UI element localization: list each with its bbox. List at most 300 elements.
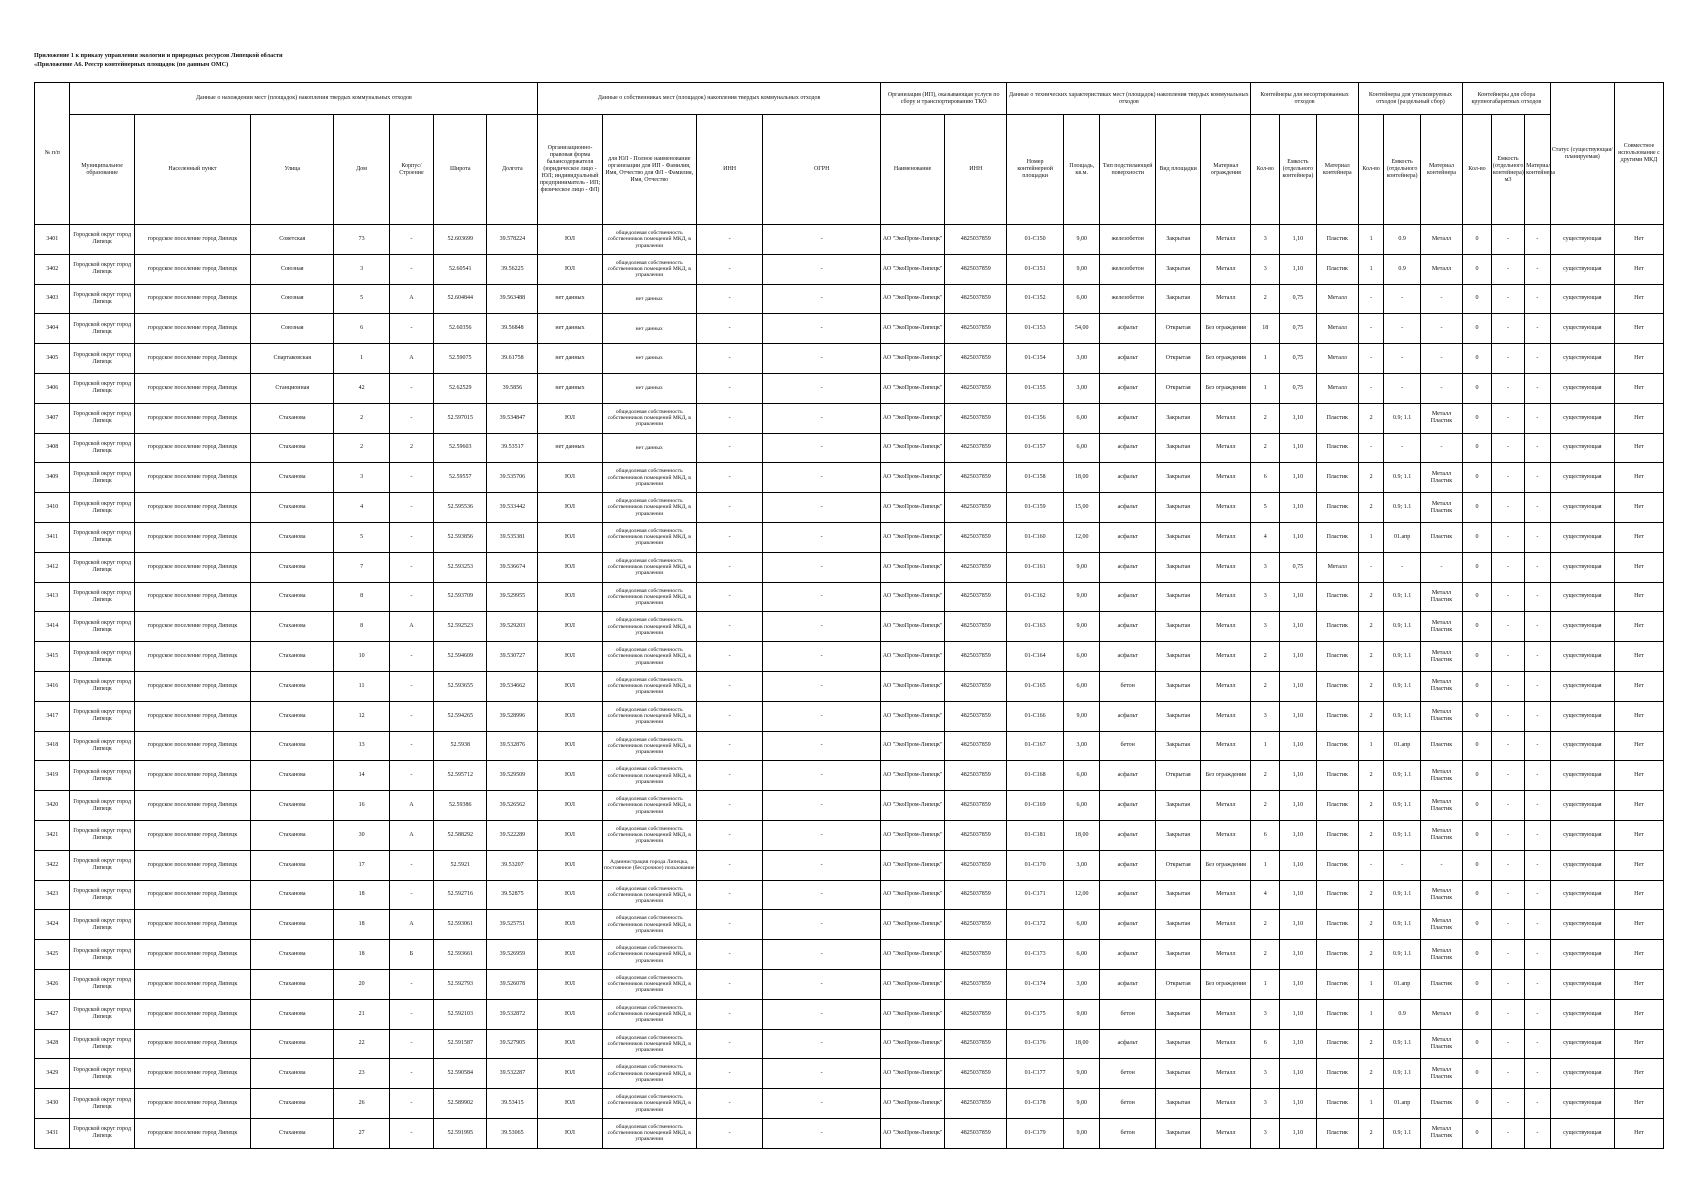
cell-fence: Без ограждения <box>1201 969 1251 999</box>
cell-owner-ogrn: - <box>763 850 881 880</box>
cell-status: существующая <box>1550 969 1614 999</box>
table-row <box>35 731 1664 761</box>
cell-operator-inn: 4825037859 <box>945 969 1007 999</box>
cell-owner-ogrn: - <box>763 940 881 970</box>
cell-surface: асфальт <box>1100 493 1155 523</box>
cell-fence: Металл <box>1201 225 1251 255</box>
cell-settlement: городское поселение город Липецк <box>134 642 250 672</box>
cell-municipality: Городской округ город Липецк <box>70 761 134 791</box>
cell-latitude: 52.5921 <box>434 850 487 880</box>
cell-bulky-volume: - <box>1491 940 1524 970</box>
cell-unsorted-count: 3 <box>1251 701 1280 731</box>
cell-num: 3427 <box>35 999 70 1029</box>
col-header-fence: Материал ограждения <box>1201 115 1251 225</box>
cell-longitude: 39.578224 <box>487 225 538 255</box>
cell-building: - <box>389 880 433 910</box>
col-header-owner-name: для ЮЛ - Полное наименование организации для ИП - Фамилия, Имя, Отчество для ФЛ - Фамилия, Имя, Отчество <box>602 115 696 225</box>
cell-site-number: 01-С153 <box>1007 314 1064 344</box>
cell-status: существующая <box>1550 642 1614 672</box>
cell-status: существующая <box>1550 791 1614 821</box>
cell-owner-ogrn: - <box>763 493 881 523</box>
cell-bulky-material: - <box>1525 284 1551 314</box>
cell-legal-form: ЮЛ <box>538 880 602 910</box>
cell-operator-inn: 4825037859 <box>945 433 1007 463</box>
cell-settlement: городское поселение город Липецк <box>134 403 250 433</box>
cell-status: существующая <box>1550 701 1614 731</box>
cell-latitude: 52.593709 <box>434 582 487 612</box>
cell-building: - <box>389 671 433 701</box>
table-row <box>35 463 1664 493</box>
cell-unsorted-volume: 1,10 <box>1280 1118 1317 1148</box>
cell-surface: асфальт <box>1100 403 1155 433</box>
col-header-bulky-count: Кол-во <box>1463 115 1492 225</box>
cell-legal-form: ЮЛ <box>538 612 602 642</box>
cell-owner-ogrn: - <box>763 314 881 344</box>
cell-bulky-volume: - <box>1491 880 1524 910</box>
cell-bulky-material: - <box>1525 373 1551 403</box>
cell-site-type: Закрытая <box>1155 731 1200 761</box>
col-header-recyclable-volume: Емкость (отдельного контейнера) <box>1384 115 1421 225</box>
table-row <box>35 1089 1664 1119</box>
col-header-latitude: Широта <box>434 115 487 225</box>
cell-status: существующая <box>1550 1118 1614 1148</box>
cell-bulky-material: - <box>1525 791 1551 821</box>
cell-operator-name: АО "ЭкоПром-Липецк" <box>880 373 944 403</box>
header-line-2: «Приложение А6. Реестр контейнерных площадок (по данным ОМС) <box>34 61 229 68</box>
cell-bulky-volume: - <box>1491 701 1524 731</box>
cell-settlement: городское поселение город Липецк <box>134 731 250 761</box>
cell-area: 6,00 <box>1063 761 1100 791</box>
cell-house: 5 <box>334 284 389 314</box>
cell-surface: асфальт <box>1100 880 1155 910</box>
cell-recyclable-volume: 0.9; 1.1 <box>1384 820 1421 850</box>
cell-owner-ogrn: - <box>763 225 881 255</box>
cell-site-type: Закрытая <box>1155 463 1200 493</box>
cell-area: 3,00 <box>1063 344 1100 374</box>
owner-name-text: общедолевая собственность собственников помещений МКД, в управлении <box>607 259 691 279</box>
cell-fence: Без ограждения <box>1201 314 1251 344</box>
cell-house: 17 <box>334 850 389 880</box>
cell-municipality: Городской округ город Липецк <box>70 880 134 910</box>
cell-num: 3428 <box>35 1029 70 1059</box>
cell-site-number: 01-С164 <box>1007 642 1064 672</box>
cell-owner-ogrn: - <box>763 582 881 612</box>
cell-bulky-material: - <box>1525 731 1551 761</box>
cell-operator-name: АО "ЭкоПром-Липецк" <box>880 1118 944 1148</box>
cell-recyclable-volume: 01.апр <box>1384 1089 1421 1119</box>
cell-recyclable-material: - <box>1420 314 1462 344</box>
cell-status: существующая <box>1550 254 1614 284</box>
cell-building: - <box>389 314 433 344</box>
cell-street: Советская <box>251 225 334 255</box>
cell-municipality: Городской округ город Липецк <box>70 612 134 642</box>
cell-latitude: 52.5938 <box>434 731 487 761</box>
cell-bulky-volume: - <box>1491 612 1524 642</box>
cell-legal-form: ЮЛ <box>538 791 602 821</box>
cell-bulky-count: 0 <box>1463 701 1492 731</box>
col-header-municipality: Муниципальное образование <box>70 115 134 225</box>
cell-bulky-volume: - <box>1491 850 1524 880</box>
cell-surface: бетон <box>1100 1118 1155 1148</box>
col-header-owner-inn: ИНН <box>696 115 763 225</box>
cell-municipality: Городской округ город Липецк <box>70 522 134 552</box>
cell-longitude: 39.536674 <box>487 552 538 582</box>
cell-recyclable-volume: - <box>1384 373 1421 403</box>
cell-area: 6,00 <box>1063 671 1100 701</box>
cell-site-type: Открытая <box>1155 373 1200 403</box>
owner-name-text: общедолевая собственность собственников помещений МКД, в управлении <box>607 677 691 696</box>
cell-settlement: городское поселение город Липецк <box>134 344 250 374</box>
owner-name-text: общедолевая собственность собственников помещений МКД, в управлении <box>607 498 691 517</box>
cell-recyclable-volume: 0.9; 1.1 <box>1384 612 1421 642</box>
cell-legal-form: ЮЛ <box>538 940 602 970</box>
cell-latitude: 52.592523 <box>434 612 487 642</box>
cell-building: Б <box>389 940 433 970</box>
cell-operator-inn: 4825037859 <box>945 225 1007 255</box>
cell-fence: Металл <box>1201 701 1251 731</box>
cell-owner-name <box>602 344 696 374</box>
cell-unsorted-material: Пластик <box>1316 880 1358 910</box>
cell-shared: Нет <box>1614 999 1663 1029</box>
cell-recyclable-count: 2 <box>1358 1029 1384 1059</box>
table-row <box>35 880 1664 910</box>
cell-house: 8 <box>334 582 389 612</box>
cell-area: 9,00 <box>1063 999 1100 1029</box>
cell-owner-name <box>602 910 696 940</box>
cell-recyclable-volume: - <box>1384 344 1421 374</box>
cell-surface: асфальт <box>1100 642 1155 672</box>
cell-operator-inn: 4825037859 <box>945 1118 1007 1148</box>
cell-unsorted-count: 1 <box>1251 850 1280 880</box>
cell-longitude: 39.52875 <box>487 880 538 910</box>
cell-bulky-material: - <box>1525 850 1551 880</box>
cell-shared: Нет <box>1614 850 1663 880</box>
registry-table <box>34 82 1664 1149</box>
cell-street: Стаханова <box>251 612 334 642</box>
cell-unsorted-volume: 1,10 <box>1280 999 1317 1029</box>
cell-longitude: 39.534847 <box>487 403 538 433</box>
cell-bulky-count: 0 <box>1463 642 1492 672</box>
cell-owner-ogrn: - <box>763 612 881 642</box>
cell-bulky-count: 0 <box>1463 225 1492 255</box>
cell-unsorted-volume: 1,10 <box>1280 493 1317 523</box>
cell-unsorted-count: 2 <box>1251 671 1280 701</box>
cell-site-type: Закрытая <box>1155 791 1200 821</box>
cell-longitude: 39.53065 <box>487 1118 538 1148</box>
cell-site-number: 01-С161 <box>1007 552 1064 582</box>
cell-street: Стаханова <box>251 1089 334 1119</box>
cell-recyclable-count: 2 <box>1358 582 1384 612</box>
cell-street: Спартаковская <box>251 344 334 374</box>
cell-surface: асфальт <box>1100 761 1155 791</box>
cell-recyclable-material: Металл Пластик <box>1420 820 1462 850</box>
cell-surface: асфальт <box>1100 612 1155 642</box>
cell-site-number: 01-С177 <box>1007 1059 1064 1089</box>
cell-building: - <box>389 1089 433 1119</box>
cell-area: 54,00 <box>1063 314 1100 344</box>
cell-owner-inn: - <box>696 373 763 403</box>
cell-municipality: Городской округ город Липецк <box>70 1089 134 1119</box>
cell-operator-inn: 4825037859 <box>945 1059 1007 1089</box>
cell-recyclable-count: - <box>1358 552 1384 582</box>
cell-num: 3423 <box>35 880 70 910</box>
cell-longitude: 39.532287 <box>487 1059 538 1089</box>
cell-house: 13 <box>334 731 389 761</box>
cell-municipality: Городской округ город Липецк <box>70 969 134 999</box>
cell-shared: Нет <box>1614 1059 1663 1089</box>
cell-bulky-volume: - <box>1491 522 1524 552</box>
cell-num: 3401 <box>35 225 70 255</box>
cell-recyclable-volume: - <box>1384 433 1421 463</box>
cell-municipality: Городской округ город Липецк <box>70 344 134 374</box>
cell-unsorted-count: 2 <box>1251 284 1280 314</box>
cell-recyclable-volume: 0.9 <box>1384 999 1421 1029</box>
cell-bulky-material: - <box>1525 493 1551 523</box>
cell-operator-name: АО "ЭкоПром-Липецк" <box>880 493 944 523</box>
cell-bulky-count: 0 <box>1463 969 1492 999</box>
cell-latitude: 52.60356 <box>434 314 487 344</box>
cell-house: 22 <box>334 1029 389 1059</box>
cell-street: Стаханова <box>251 671 334 701</box>
cell-longitude: 39.535706 <box>487 463 538 493</box>
cell-bulky-count: 0 <box>1463 1118 1492 1148</box>
cell-municipality: Городской округ город Липецк <box>70 254 134 284</box>
cell-bulky-count: 0 <box>1463 1089 1492 1119</box>
cell-recyclable-material: Пластик <box>1420 731 1462 761</box>
cell-shared: Нет <box>1614 701 1663 731</box>
cell-recyclable-material: Металл Пластик <box>1420 612 1462 642</box>
cell-legal-form: ЮЛ <box>538 552 602 582</box>
cell-num: 3429 <box>35 1059 70 1089</box>
cell-municipality: Городской округ город Липецк <box>70 433 134 463</box>
cell-operator-inn: 4825037859 <box>945 671 1007 701</box>
cell-operator-inn: 4825037859 <box>945 701 1007 731</box>
cell-recyclable-volume: 0.9 <box>1384 254 1421 284</box>
cell-owner-inn: - <box>696 850 763 880</box>
cell-municipality: Городской округ город Липецк <box>70 582 134 612</box>
cell-recyclable-count: 2 <box>1358 642 1384 672</box>
cell-bulky-material: - <box>1525 642 1551 672</box>
col-header-legal-form: Организационно-правовая форма балансодержателя (юридическое лицо - ЮЛ; индивидуальный предприниматель - ИП; физическое лицо - ФЛ) <box>538 115 602 225</box>
cell-operator-inn: 4825037859 <box>945 403 1007 433</box>
cell-area: 9,00 <box>1063 582 1100 612</box>
cell-owner-name <box>602 254 696 284</box>
cell-owner-name <box>602 880 696 910</box>
cell-legal-form: нет данных <box>538 344 602 374</box>
cell-site-type: Закрытая <box>1155 284 1200 314</box>
cell-operator-inn: 4825037859 <box>945 552 1007 582</box>
cell-municipality: Городской округ город Липецк <box>70 284 134 314</box>
cell-num: 3411 <box>35 522 70 552</box>
cell-site-type: Закрытая <box>1155 820 1200 850</box>
cell-owner-inn: - <box>696 463 763 493</box>
cell-latitude: 52.590584 <box>434 1059 487 1089</box>
cell-unsorted-volume: 1,10 <box>1280 403 1317 433</box>
owner-name-text: общедолевая собственность собственников помещений МКД, в управлении <box>607 617 691 636</box>
table-row <box>35 1059 1664 1089</box>
cell-shared: Нет <box>1614 254 1663 284</box>
cell-status: существующая <box>1550 940 1614 970</box>
cell-fence: Без ограждения <box>1201 373 1251 403</box>
cell-owner-ogrn: - <box>763 1059 881 1089</box>
cell-operator-name: АО "ЭкоПром-Липецк" <box>880 999 944 1029</box>
cell-unsorted-count: 4 <box>1251 880 1280 910</box>
cell-operator-inn: 4825037859 <box>945 999 1007 1029</box>
table-row <box>35 820 1664 850</box>
cell-num: 3420 <box>35 791 70 821</box>
cell-unsorted-count: 3 <box>1251 1089 1280 1119</box>
cell-num: 3422 <box>35 850 70 880</box>
table-row <box>35 850 1664 880</box>
cell-status: существующая <box>1550 1059 1614 1089</box>
cell-shared: Нет <box>1614 969 1663 999</box>
cell-latitude: 52.591995 <box>434 1118 487 1148</box>
cell-latitude: 52.592103 <box>434 999 487 1029</box>
cell-fence: Металл <box>1201 642 1251 672</box>
cell-recyclable-count: 1 <box>1358 731 1384 761</box>
cell-settlement: городское поселение город Липецк <box>134 701 250 731</box>
cell-recyclable-count: - <box>1358 373 1384 403</box>
cell-bulky-count: 0 <box>1463 731 1492 761</box>
cell-municipality: Городской округ город Липецк <box>70 463 134 493</box>
cell-longitude: 39.563488 <box>487 284 538 314</box>
cell-bulky-count: 0 <box>1463 522 1492 552</box>
owner-name-text: общедолевая собственность собственников помещений МКД, в управлении <box>607 766 691 785</box>
cell-owner-ogrn: - <box>763 1118 881 1148</box>
cell-site-number: 01-С176 <box>1007 1029 1064 1059</box>
cell-recyclable-material: Пластик <box>1420 522 1462 552</box>
cell-surface: асфальт <box>1100 463 1155 493</box>
cell-status: существующая <box>1550 671 1614 701</box>
cell-unsorted-material: Пластик <box>1316 225 1358 255</box>
cell-bulky-volume: - <box>1491 463 1524 493</box>
cell-surface: асфальт <box>1100 969 1155 999</box>
cell-recyclable-material: Металл <box>1420 254 1462 284</box>
cell-longitude: 39.529203 <box>487 612 538 642</box>
cell-unsorted-count: 2 <box>1251 791 1280 821</box>
cell-recyclable-count: 2 <box>1358 701 1384 731</box>
cell-owner-name <box>602 761 696 791</box>
cell-owner-name <box>602 373 696 403</box>
cell-unsorted-volume: 1,10 <box>1280 850 1317 880</box>
cell-num: 3419 <box>35 761 70 791</box>
cell-unsorted-material: Металл <box>1316 314 1358 344</box>
cell-unsorted-volume: 1,10 <box>1280 254 1317 284</box>
cell-num: 3414 <box>35 612 70 642</box>
cell-recyclable-count: 2 <box>1358 493 1384 523</box>
cell-site-number: 01-С154 <box>1007 344 1064 374</box>
cell-status: существующая <box>1550 820 1614 850</box>
cell-building: - <box>389 1029 433 1059</box>
cell-site-type: Закрытая <box>1155 1089 1200 1119</box>
table-row <box>35 522 1664 552</box>
cell-owner-ogrn: - <box>763 1029 881 1059</box>
cell-building: - <box>389 969 433 999</box>
cell-building: 2 <box>389 433 433 463</box>
cell-settlement: городское поселение город Липецк <box>134 522 250 552</box>
cell-status: существующая <box>1550 880 1614 910</box>
cell-surface: асфальт <box>1100 582 1155 612</box>
cell-shared: Нет <box>1614 612 1663 642</box>
cell-unsorted-volume: 1,10 <box>1280 761 1317 791</box>
cell-legal-form: ЮЛ <box>538 969 602 999</box>
cell-building: - <box>389 493 433 523</box>
cell-site-number: 01-С160 <box>1007 522 1064 552</box>
cell-num: 3418 <box>35 731 70 761</box>
cell-house: 73 <box>334 225 389 255</box>
owner-name-text: общедолевая собственность собственников помещений МКД, в управлении <box>607 736 691 756</box>
cell-bulky-count: 0 <box>1463 433 1492 463</box>
cell-bulky-volume: - <box>1491 1029 1524 1059</box>
cell-num: 3425 <box>35 940 70 970</box>
cell-house: 2 <box>334 433 389 463</box>
cell-street: Стаханова <box>251 940 334 970</box>
cell-unsorted-volume: 0,75 <box>1280 314 1317 344</box>
cell-bulky-count: 0 <box>1463 850 1492 880</box>
cell-legal-form: ЮЛ <box>538 910 602 940</box>
cell-municipality: Городской округ город Липецк <box>70 1029 134 1059</box>
owner-name-text: общедолевая собственность собственников помещений МКД, в управлении <box>607 975 691 994</box>
cell-owner-ogrn: - <box>763 820 881 850</box>
cell-num: 3421 <box>35 820 70 850</box>
cell-bulky-count: 0 <box>1463 910 1492 940</box>
cell-settlement: городское поселение город Липецк <box>134 254 250 284</box>
cell-num: 3415 <box>35 642 70 672</box>
cell-shared: Нет <box>1614 731 1663 761</box>
cell-recyclable-volume: 0.9; 1.1 <box>1384 1059 1421 1089</box>
cell-site-number: 01-С163 <box>1007 612 1064 642</box>
cell-owner-name <box>602 522 696 552</box>
cell-building: - <box>389 403 433 433</box>
cell-recyclable-volume: 0.9; 1.1 <box>1384 463 1421 493</box>
cell-operator-name: АО "ЭкоПром-Липецк" <box>880 552 944 582</box>
cell-longitude: 39.532876 <box>487 731 538 761</box>
cell-owner-inn: - <box>696 1089 763 1119</box>
cell-legal-form: нет данных <box>538 373 602 403</box>
cell-site-type: Закрытая <box>1155 1059 1200 1089</box>
table-row <box>35 284 1664 314</box>
cell-fence: Металл <box>1201 910 1251 940</box>
cell-surface: асфальт <box>1100 552 1155 582</box>
cell-latitude: 52.592793 <box>434 969 487 999</box>
cell-site-number: 01-С172 <box>1007 910 1064 940</box>
cell-operator-name: АО "ЭкоПром-Липецк" <box>880 910 944 940</box>
cell-bulky-count: 0 <box>1463 999 1492 1029</box>
cell-street: Стаханова <box>251 731 334 761</box>
cell-recyclable-count: 1 <box>1358 999 1384 1029</box>
cell-recyclable-material: Металл Пластик <box>1420 1059 1462 1089</box>
cell-recyclable-material: Пластик <box>1420 969 1462 999</box>
cell-unsorted-count: 3 <box>1251 582 1280 612</box>
cell-owner-inn: - <box>696 1029 763 1059</box>
cell-building: - <box>389 522 433 552</box>
cell-bulky-volume: - <box>1491 1118 1524 1148</box>
cell-status: существующая <box>1550 403 1614 433</box>
cell-recyclable-count: 2 <box>1358 463 1384 493</box>
cell-num: 3406 <box>35 373 70 403</box>
cell-unsorted-material: Пластик <box>1316 254 1358 284</box>
cell-surface: бетон <box>1100 731 1155 761</box>
cell-surface: асфальт <box>1100 820 1155 850</box>
cell-operator-name: АО "ЭкоПром-Липецк" <box>880 314 944 344</box>
cell-unsorted-volume: 0,75 <box>1280 552 1317 582</box>
cell-owner-inn: - <box>696 642 763 672</box>
cell-bulky-material: - <box>1525 582 1551 612</box>
cell-recyclable-material: Металл Пластик <box>1420 880 1462 910</box>
owner-name-text: общедолевая собственность собственников помещений МКД, в управлении <box>607 826 691 845</box>
cell-longitude: 39.53517 <box>487 433 538 463</box>
cell-area: 6,00 <box>1063 910 1100 940</box>
